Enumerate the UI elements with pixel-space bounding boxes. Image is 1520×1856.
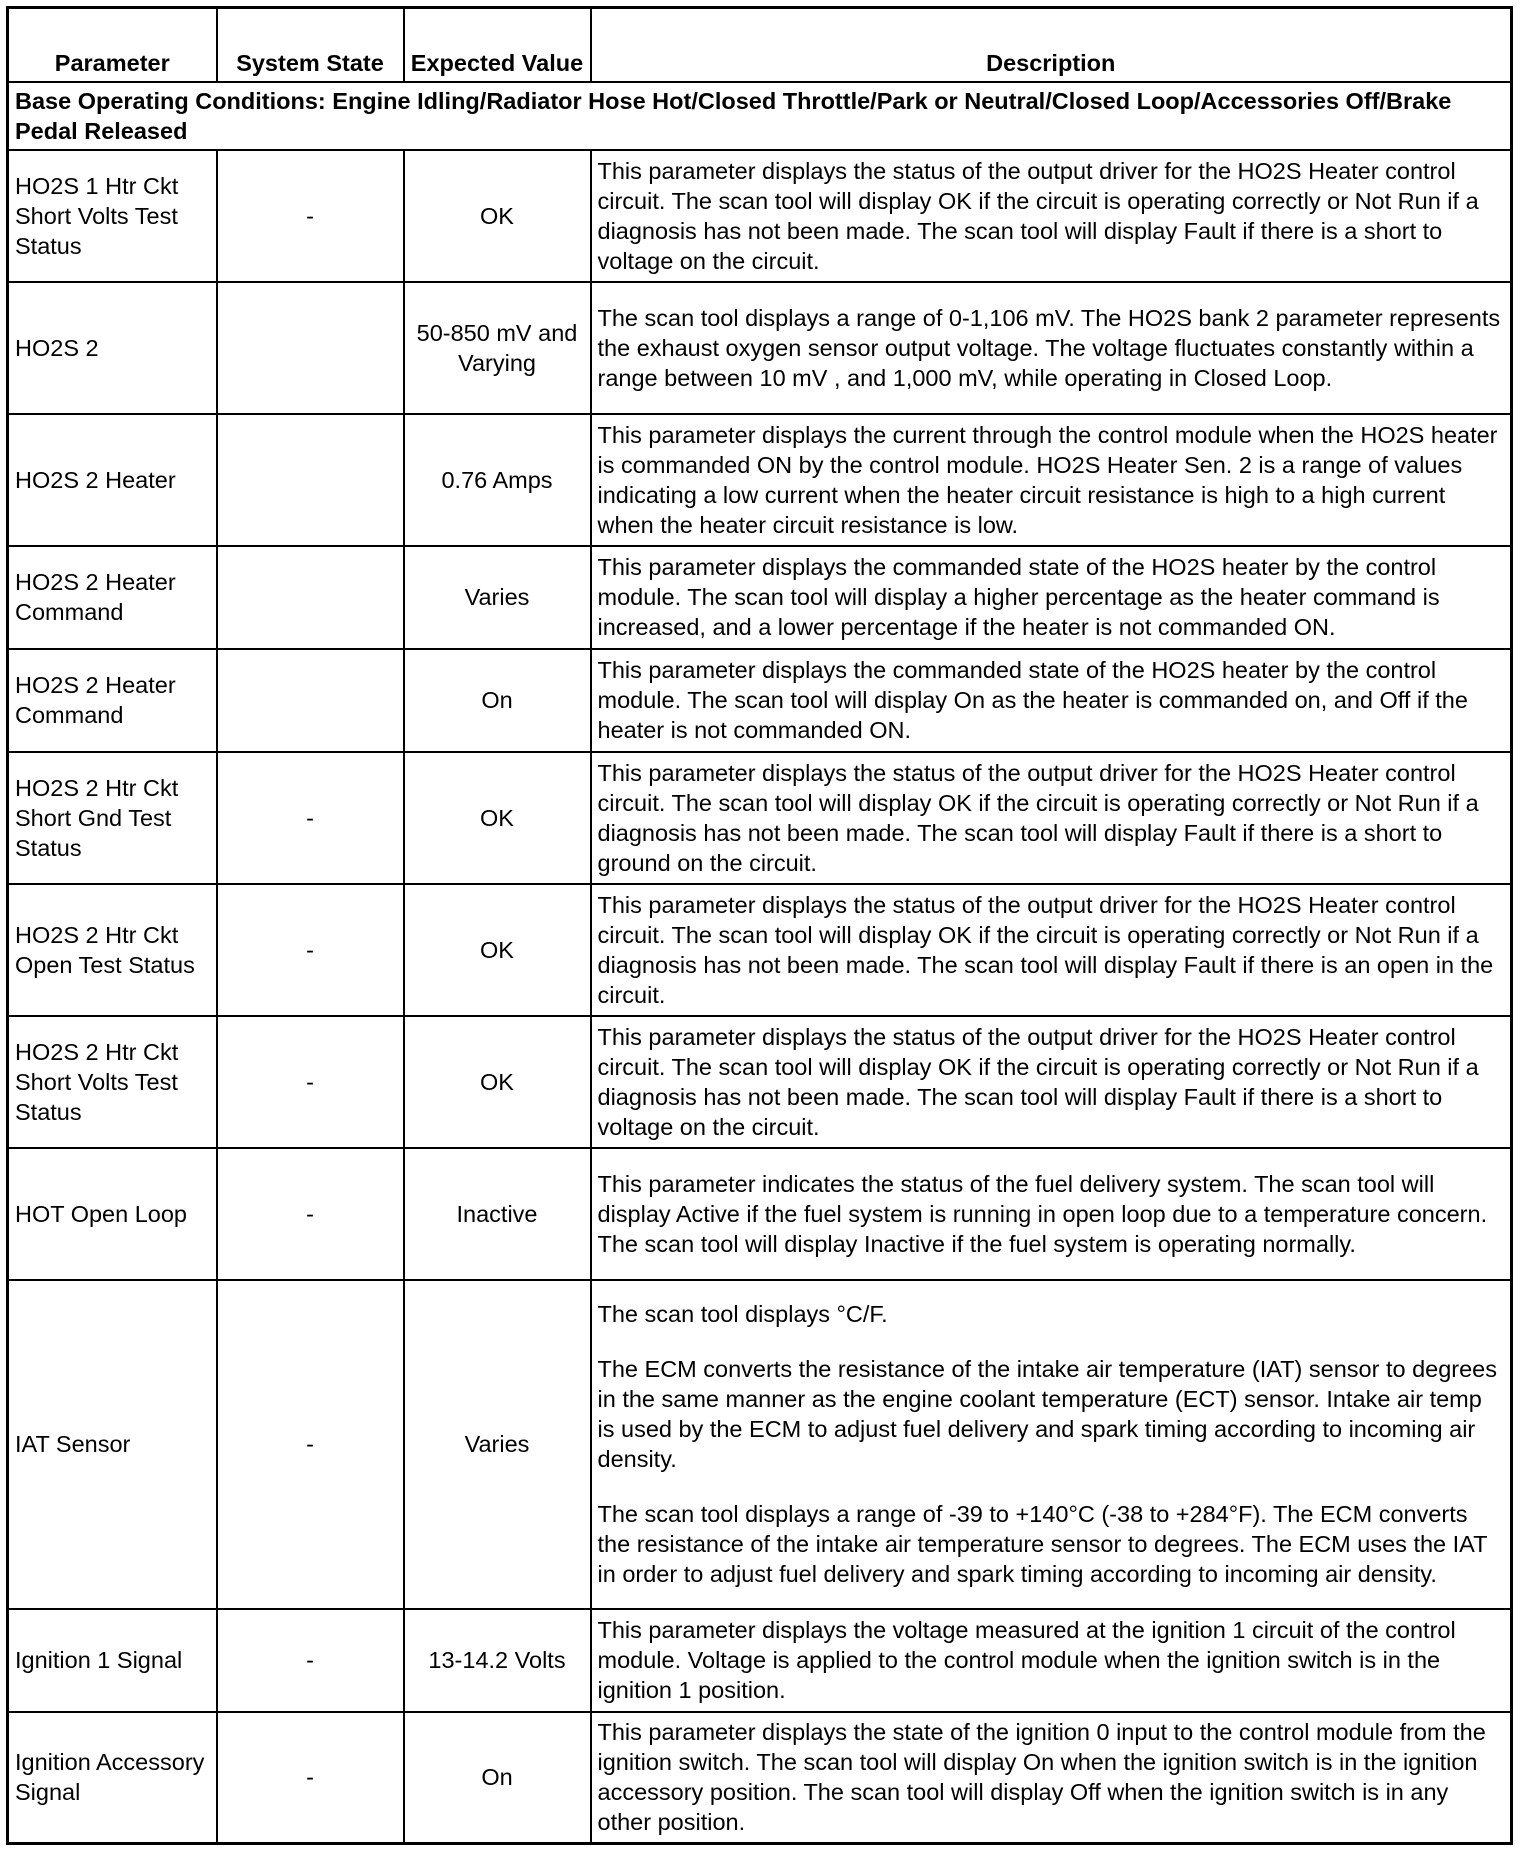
expected-value-cell: 0.76 Amps	[404, 414, 591, 546]
description-cell	[591, 649, 1512, 752]
table-row	[8, 752, 1512, 884]
table-row	[8, 546, 1512, 649]
system-state-cell: -	[217, 884, 404, 1016]
description-paragraph: This parameter displays the status of the output driver for the HO2S Heater control circuit. The scan tool will display OK if the circuit is operating correctly or Not Run if a diagnosis has not been made. The scan tool will display Fault if there is a short to ground on the circuit.	[597, 759, 1479, 876]
table-row	[8, 1016, 1512, 1148]
system-state-cell: -	[217, 1609, 404, 1712]
parameter-table-page	[6, 6, 1510, 1845]
parameter-table	[6, 6, 1513, 1845]
base-operating-conditions: Base Operating Conditions: Engine Idling/Radiator Hose Hot/Closed Throttle/Park or Neutral/Closed Loop/Accessories Off/Brake Pedal Released	[8, 82, 1512, 150]
description-paragraph: This parameter displays the commanded state of the HO2S heater by the control module. The scan tool will display On as the heater is commanded on, and Off if the heater is not commanded ON.	[597, 657, 1468, 743]
system-state-cell: -	[217, 752, 404, 884]
system-state-cell	[217, 414, 404, 546]
system-state-cell	[217, 649, 404, 752]
parameter-cell: HO2S 2 Htr Ckt Open Test Status	[8, 884, 217, 1016]
expected-value-cell: OK	[404, 1016, 591, 1148]
table-row	[8, 150, 1512, 282]
system-state-cell: -	[217, 1712, 404, 1844]
description-cell	[591, 1609, 1512, 1712]
parameter-cell: HO2S 2 Htr Ckt Short Gnd Test Status	[8, 752, 217, 884]
header-description: Description	[591, 8, 1512, 82]
parameter-cell: HOT Open Loop	[8, 1148, 217, 1280]
parameter-cell: HO2S 2 Heater Command	[8, 649, 217, 752]
description-paragraph: This parameter displays the current through the control module when the HO2S heater is commanded ON by the control module. HO2S Heater Sen. 2 is a range of values indicating a low current when the heater circuit resistance is high to a high current when the heater circuit resistance is low.	[597, 421, 1498, 538]
table-row	[8, 649, 1512, 752]
expected-value-cell: OK	[404, 150, 591, 282]
parameter-cell: IAT Sensor	[8, 1280, 217, 1609]
expected-value-cell: OK	[404, 884, 591, 1016]
system-state-cell: -	[217, 1016, 404, 1148]
table-row	[8, 1148, 1512, 1280]
table-row	[8, 1609, 1512, 1712]
description-paragraph: This parameter displays the status of the output driver for the HO2S Heater control circuit. The scan tool will display OK if the circuit is operating correctly or Not Run if a diagnosis has not been made. The scan tool will display Fault if there is an open in the circuit.	[597, 891, 1494, 1008]
header-expected-value: Expected Value	[404, 8, 591, 82]
system-state-cell: -	[217, 1148, 404, 1280]
expected-value-cell: Inactive	[404, 1148, 591, 1280]
description-paragraph: This parameter displays the state of the ignition 0 input to the control module from the ignition switch. The scan tool will display On when the ignition switch is in the ignition accessory position. The scan tool will display Off when the ignition switch is in any other position.	[597, 1719, 1486, 1836]
table-row	[8, 1712, 1512, 1844]
description-cell	[591, 414, 1512, 546]
description-paragraph: The scan tool displays °C/F.	[597, 1301, 888, 1327]
description-cell	[591, 1016, 1512, 1148]
description-paragraph: This parameter displays the status of the output driver for the HO2S Heater control circuit. The scan tool will display OK if the circuit is operating correctly or Not Run if a diagnosis has not been made. The scan tool will display Fault if there is a short to voltage on the circuit.	[597, 157, 1479, 274]
description-cell	[591, 1148, 1512, 1280]
system-state-cell: -	[217, 1280, 404, 1609]
description-paragraph: The ECM converts the resistance of the intake air temperature (IAT) sensor to degrees in the same manner as the engine coolant temperature (ECT) sensor. Intake air temp is used by the ECM to adjust fuel delivery and spark timing according to incoming air density.	[597, 1356, 1497, 1472]
parameter-cell: Ignition Accessory Signal	[8, 1712, 217, 1844]
parameter-cell: HO2S 2 Heater Command	[8, 546, 217, 649]
description-cell	[591, 282, 1512, 414]
description-cell	[591, 1280, 1512, 1609]
description-paragraph: This parameter displays the commanded state of the HO2S heater by the control module. The scan tool will display a higher percentage as the heater command is increased, and a lower percentage if the heater is not commanded ON.	[597, 554, 1440, 640]
parameter-cell: Ignition 1 Signal	[8, 1609, 217, 1712]
system-state-cell	[217, 282, 404, 414]
description-paragraph: This parameter displays the voltage measured at the ignition 1 circuit of the control module. Voltage is applied to the control module when the ignition switch is in the ignition 1 position.	[597, 1617, 1456, 1703]
description-cell	[591, 546, 1512, 649]
expected-value-cell: On	[404, 649, 591, 752]
parameter-cell: HO2S 2 Htr Ckt Short Volts Test Status	[8, 1016, 217, 1148]
description-cell	[591, 150, 1512, 282]
description-cell	[591, 1712, 1512, 1844]
description-cell	[591, 884, 1512, 1016]
parameter-cell: HO2S 1 Htr Ckt Short Volts Test Status	[8, 150, 217, 282]
expected-value-cell: Varies	[404, 1280, 591, 1609]
parameter-cell: HO2S 2	[8, 282, 217, 414]
table-header-row	[8, 8, 1512, 82]
expected-value-cell: 13-14.2 Volts	[404, 1609, 591, 1712]
header-system-state: System State	[217, 8, 404, 82]
expected-value-cell: OK	[404, 752, 591, 884]
table-row	[8, 1280, 1512, 1609]
system-state-cell: -	[217, 150, 404, 282]
system-state-cell	[217, 546, 404, 649]
conditions-row	[8, 82, 1512, 150]
description-paragraph: The scan tool displays a range of 0-1,106 mV. The HO2S bank 2 parameter represents the exhaust oxygen sensor output voltage. The voltage fluctuates constantly within a range between 10 mV , and 1,000 mV, while operating in Closed Loop.	[597, 304, 1501, 391]
expected-value-cell: 50-850 mV and Varying	[404, 282, 591, 414]
table-row	[8, 884, 1512, 1016]
parameter-cell: HO2S 2 Heater	[8, 414, 217, 546]
expected-value-cell: Varies	[404, 546, 591, 649]
table-row	[8, 414, 1512, 546]
table-row	[8, 282, 1512, 414]
description-paragraph: This parameter displays the status of the output driver for the HO2S Heater control circuit. The scan tool will display OK if the circuit is operating correctly or Not Run if a diagnosis has not been made. The scan tool will display Fault if there is a short to voltage on the circuit.	[597, 1023, 1479, 1140]
expected-value-cell: On	[404, 1712, 591, 1844]
header-parameter: Parameter	[8, 8, 217, 82]
description-cell	[591, 752, 1512, 884]
description-paragraph: The scan tool displays a range of -39 to +140°C (-38 to +284°F). The ECM converts the resistance of the intake air temperature sensor to degrees. The ECM uses the IAT in order to adjust fuel delivery and spark timing according to incoming air density.	[597, 1501, 1488, 1587]
description-paragraph: This parameter indicates the status of the fuel delivery system. The scan tool will display Active if the fuel system is running in open loop due to a temperature concern. The scan tool will display Inactive if the fuel system is operating normally.	[597, 1170, 1488, 1257]
